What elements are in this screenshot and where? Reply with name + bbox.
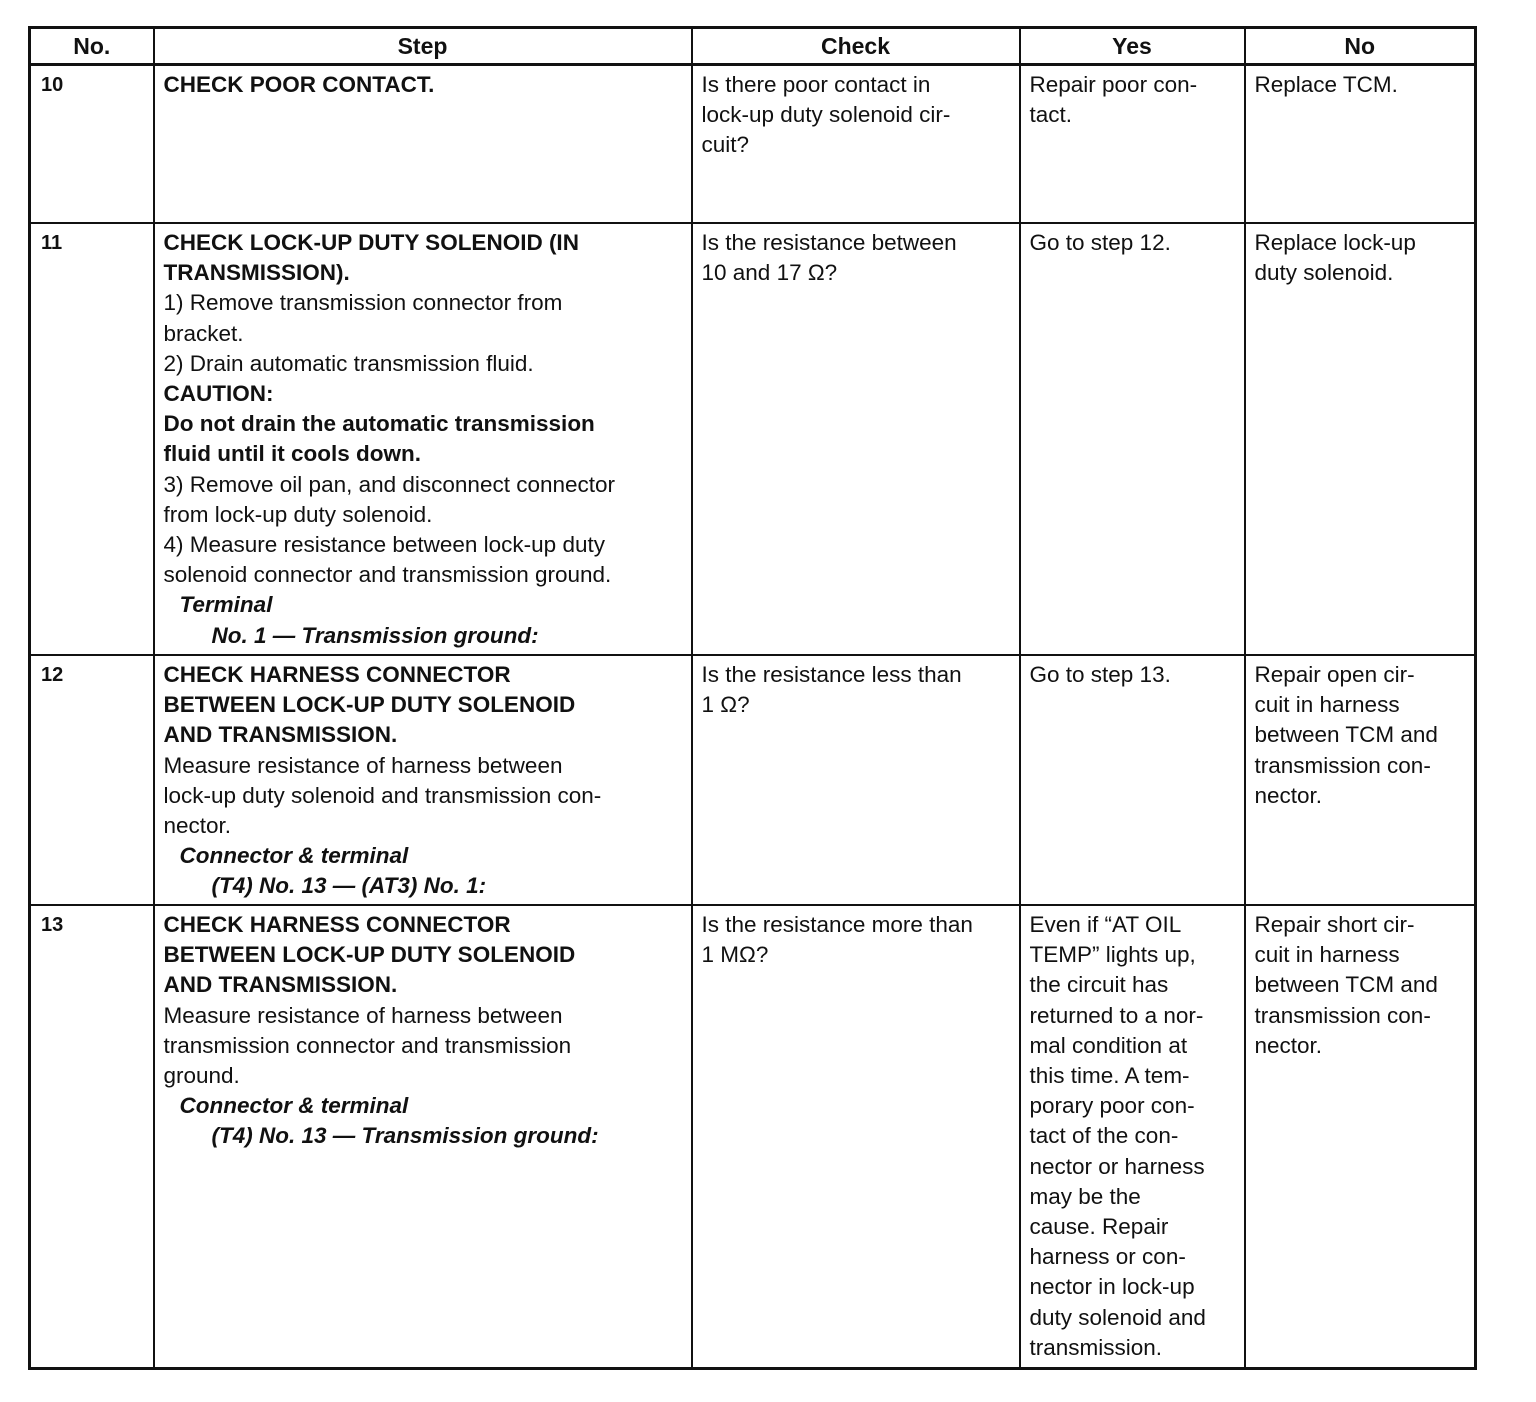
- step-instruction: ground.: [163, 1063, 240, 1089]
- yes-text: the circuit has: [1029, 972, 1169, 998]
- yes-text: mal condition at: [1029, 1032, 1188, 1058]
- table-header: [30, 28, 1476, 65]
- step-number: 10: [30, 65, 154, 224]
- no-action-text: Repair short cir-: [1254, 912, 1415, 937]
- step-title: AND TRANSMISSION.: [163, 722, 398, 748]
- yes-text: returned to a nor-: [1029, 1002, 1204, 1028]
- terminal-value: (T4) No. 13 — Transmission ground:: [211, 1123, 599, 1149]
- yes-text: Go to step 12.: [1029, 230, 1171, 255]
- step-instruction: bracket.: [163, 320, 244, 346]
- yes-cell: [1020, 223, 1245, 655]
- check-text: Is there poor contact in: [701, 72, 931, 97]
- check-text: 1 Ω?: [701, 692, 750, 718]
- step-number: 13: [30, 905, 154, 1369]
- no-action-text: duty solenoid.: [1254, 260, 1394, 286]
- yes-text: Repair poor con-: [1029, 72, 1198, 97]
- header-yes: Yes: [1020, 28, 1245, 65]
- yes-text: transmission.: [1029, 1334, 1163, 1360]
- yes-text: Even if “AT OIL: [1029, 912, 1182, 937]
- step-cell: [154, 905, 692, 1369]
- table-row-step-11: [30, 223, 1476, 655]
- no-action-cell: [1245, 905, 1476, 1369]
- no-action-text: between TCM and: [1254, 722, 1438, 748]
- check-cell: [692, 223, 1020, 655]
- check-text: Is the resistance more than: [701, 912, 973, 937]
- yes-text: porary poor con-: [1029, 1093, 1195, 1119]
- no-action-text: nector.: [1254, 782, 1323, 808]
- no-action-text: cuit in harness: [1254, 942, 1400, 968]
- step-instruction: nector.: [163, 813, 232, 839]
- yes-cell: [1020, 65, 1245, 224]
- no-action-text: Replace lock-up: [1254, 230, 1416, 255]
- yes-text: TEMP” lights up,: [1029, 942, 1196, 968]
- step-title: TRANSMISSION).: [163, 260, 350, 286]
- step-title: CHECK HARNESS CONNECTOR: [163, 662, 511, 687]
- check-text: lock-up duty solenoid cir-: [701, 102, 951, 128]
- header-no: No.: [30, 28, 154, 65]
- yes-text: harness or con-: [1029, 1244, 1186, 1270]
- no-action-text: between TCM and: [1254, 972, 1438, 998]
- no-action-text: transmission con-: [1254, 1002, 1431, 1028]
- step-number: 12: [30, 655, 154, 905]
- table-row-step-10: [30, 65, 1476, 224]
- yes-text: nector or harness: [1029, 1153, 1205, 1179]
- step-title: CHECK POOR CONTACT.: [163, 72, 435, 97]
- yes-text: may be the: [1029, 1183, 1141, 1209]
- check-text: Is the resistance between: [701, 230, 957, 255]
- terminal-label: Connector & terminal: [179, 843, 409, 869]
- header-row: [30, 28, 1476, 65]
- no-action-cell: [1245, 65, 1476, 224]
- no-action-cell: [1245, 655, 1476, 905]
- check-cell: [692, 65, 1020, 224]
- yes-cell: [1020, 655, 1245, 905]
- caution-text: Do not drain the automatic transmission: [163, 411, 595, 437]
- check-text: 1 MΩ?: [701, 942, 769, 968]
- step-cell: [154, 655, 692, 905]
- no-action-text: cuit in harness: [1254, 692, 1400, 718]
- no-action-text: nector.: [1254, 1032, 1323, 1058]
- check-cell: [692, 655, 1020, 905]
- yes-text: nector in lock-up: [1029, 1274, 1195, 1300]
- step-title: BETWEEN LOCK-UP DUTY SOLENOID: [163, 692, 576, 718]
- step-cell: [154, 223, 692, 655]
- yes-text: duty solenoid and: [1029, 1304, 1206, 1330]
- step-title: AND TRANSMISSION.: [163, 972, 398, 998]
- step-instruction: Measure resistance of harness between: [163, 1002, 563, 1028]
- yes-text: cause. Repair: [1029, 1214, 1169, 1240]
- yes-text: this time. A tem-: [1029, 1063, 1190, 1089]
- step-instruction: transmission connector and transmission: [163, 1032, 572, 1058]
- step-instruction: from lock-up duty solenoid.: [163, 501, 433, 527]
- yes-text: tact of the con-: [1029, 1123, 1179, 1149]
- no-action-text: transmission con-: [1254, 752, 1431, 778]
- check-text: Is the resistance less than: [701, 662, 962, 687]
- step-cell: [154, 65, 692, 224]
- check-cell: [692, 905, 1020, 1369]
- step-instruction: Measure resistance of harness between: [163, 752, 563, 778]
- step-instruction: 2) Drain automatic transmission fluid.: [163, 350, 534, 376]
- check-text: cuit?: [701, 132, 750, 158]
- terminal-label: Connector & terminal: [179, 1093, 409, 1119]
- header-check: Check: [692, 28, 1020, 65]
- table-row-step-12: [30, 655, 1476, 905]
- header-step: Step: [154, 28, 692, 65]
- terminal-label: Terminal: [179, 592, 273, 618]
- terminal-value: No. 1 — Transmission ground:: [211, 622, 539, 648]
- step-title: BETWEEN LOCK-UP DUTY SOLENOID: [163, 942, 576, 968]
- step-instruction: lock-up duty solenoid and transmission con-: [163, 782, 602, 808]
- caution-text: fluid until it cools down.: [163, 441, 421, 467]
- step-number: 11: [30, 223, 154, 655]
- step-title: CHECK HARNESS CONNECTOR: [163, 912, 511, 937]
- yes-text: Go to step 13.: [1029, 662, 1171, 687]
- header-no-action: No: [1245, 28, 1476, 65]
- check-text: 10 and 17 Ω?: [701, 260, 838, 286]
- caution-label: CAUTION:: [163, 381, 274, 407]
- no-action-cell: [1245, 223, 1476, 655]
- step-instruction: 1) Remove transmission connector from: [163, 290, 563, 316]
- step-title: CHECK LOCK-UP DUTY SOLENOID (IN: [163, 230, 579, 255]
- no-action-text: Repair open cir-: [1254, 662, 1415, 687]
- step-instruction: 3) Remove oil pan, and disconnect connector: [163, 471, 616, 497]
- step-instruction: solenoid connector and transmission ground.: [163, 562, 612, 588]
- yes-cell: [1020, 905, 1245, 1369]
- diagnostic-table: [28, 26, 1477, 1370]
- step-instruction: 4) Measure resistance between lock-up duty: [163, 532, 605, 558]
- yes-text: tact.: [1029, 102, 1073, 128]
- no-action-text: Replace TCM.: [1254, 72, 1398, 97]
- terminal-value: (T4) No. 13 — (AT3) No. 1:: [211, 873, 487, 899]
- table-row-step-13: [30, 905, 1476, 1369]
